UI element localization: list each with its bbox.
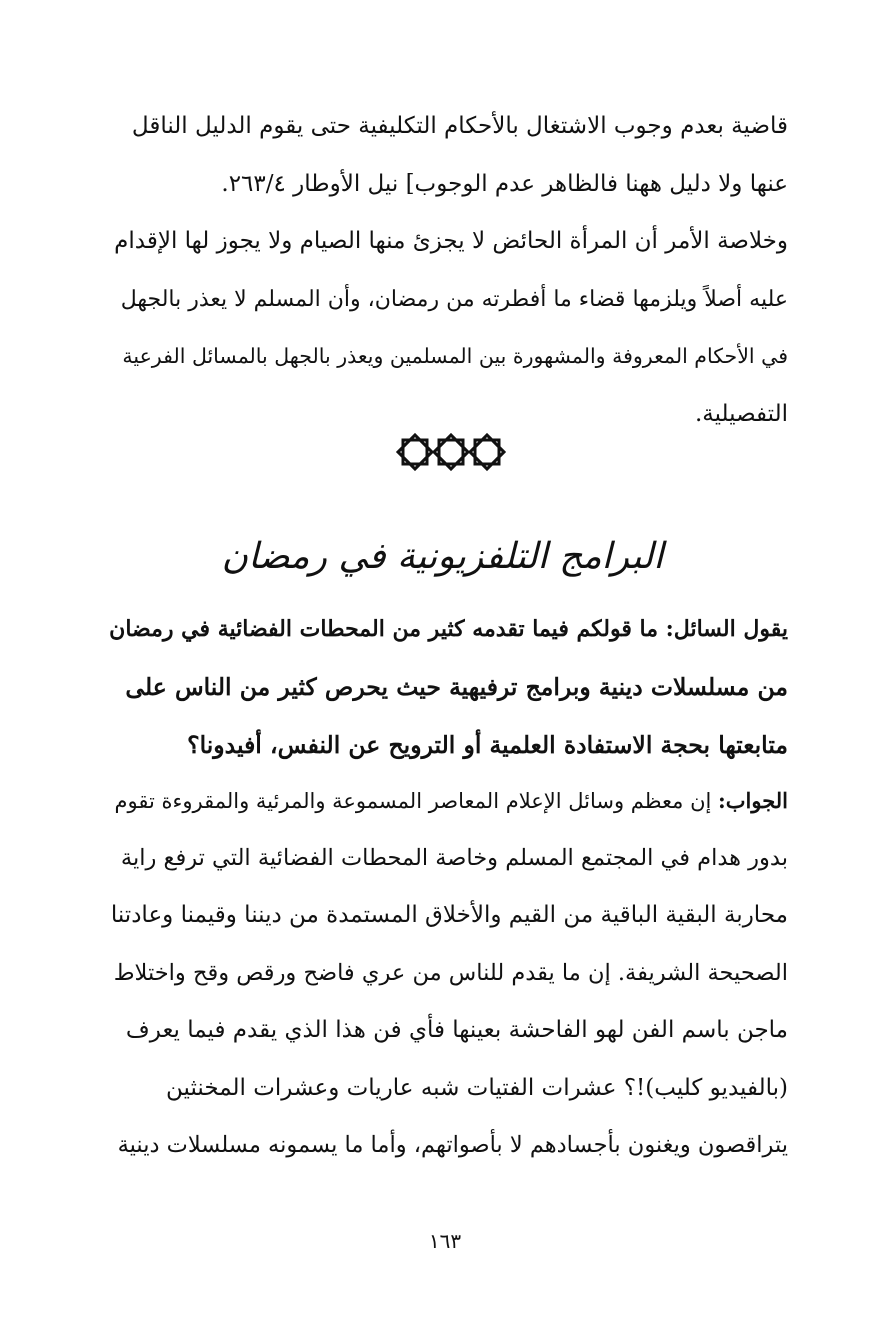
text-line: محاربة البقية الباقية من القيم والأخلاق المستمدة من ديننا وقيمنا وعادتنا <box>110 902 788 928</box>
text-line: في الأحكام المعروفة والمشهورة بين المسلمين ويعذر بالجهل بالمسائل الفرعية <box>122 344 788 368</box>
text-line: ماجن باسم الفن لهو الفاحشة بعينها فأي فن هذا الذي يقدم فيما يعرف <box>125 1017 788 1043</box>
text-line: قاضية بعدم وجوب الاشتغال بالأحكام التكليفية حتى يقوم الدليل الناقل <box>131 113 788 139</box>
answer-text: إن معظم وسائل الإعلام المعاصر المسموعة والمرئية والمقروءة تقوم <box>114 789 718 813</box>
text-line: من مسلسلات دينية وبرامج ترفيهية حيث يحرص كثير من الناس على <box>125 673 788 701</box>
text-line: عنها ولا دليل ههنا فالظاهر عدم الوجوب] نيل الأوطار ٢٦٣/٤. <box>221 170 788 197</box>
text-line: (بالفيديو كليب)!؟ عشرات الفتيات شبه عاريات وعشرات المخنثين <box>166 1074 788 1101</box>
text-line: يتراقصون ويغنون بأجسادهم لا بأصواتهم، وأما ما يسمونه مسلسلات دينية <box>117 1132 788 1158</box>
paragraph-continuation <box>108 98 788 213</box>
page-number: ١٦٣ <box>428 1229 462 1253</box>
paragraph-summary <box>108 213 788 443</box>
text-line <box>108 772 788 830</box>
answer-paragraph <box>108 772 788 1175</box>
triple-star-ornament-icon <box>396 430 506 474</box>
question-paragraph <box>108 600 788 774</box>
text-line: يقول السائل: ما قولكم فيما تقدمه كثير من المحطات الفضائية في رمضان <box>109 616 788 642</box>
text-line: بدور هدام في المجتمع المسلم وخاصة المحطات الفضائية التي ترفع راية <box>120 844 788 871</box>
text-line: التفصيلية. <box>694 400 788 427</box>
text-line: الصحيحة الشريفة. إن ما يقدم للناس من عري فاضح ورقص وقح واختلاط <box>113 959 788 986</box>
text-line: عليه أصلاً ويلزمها قضاء ما أفطرته من رمضان، وأن المسلم لا يعذر بالجهل <box>120 286 788 312</box>
section-heading: البرامج التلفزيونية في رمضان <box>221 536 664 577</box>
text-line: وخلاصة الأمر أن المرأة الحائض لا يجزئ منها الصيام ولا يجوز لها الإقدام <box>114 228 788 254</box>
text-line: متابعتها بحجة الاستفادة العلمية أو الترويح عن النفس، أفيدونا؟ <box>187 731 788 759</box>
answer-label: الجواب: <box>718 788 788 813</box>
